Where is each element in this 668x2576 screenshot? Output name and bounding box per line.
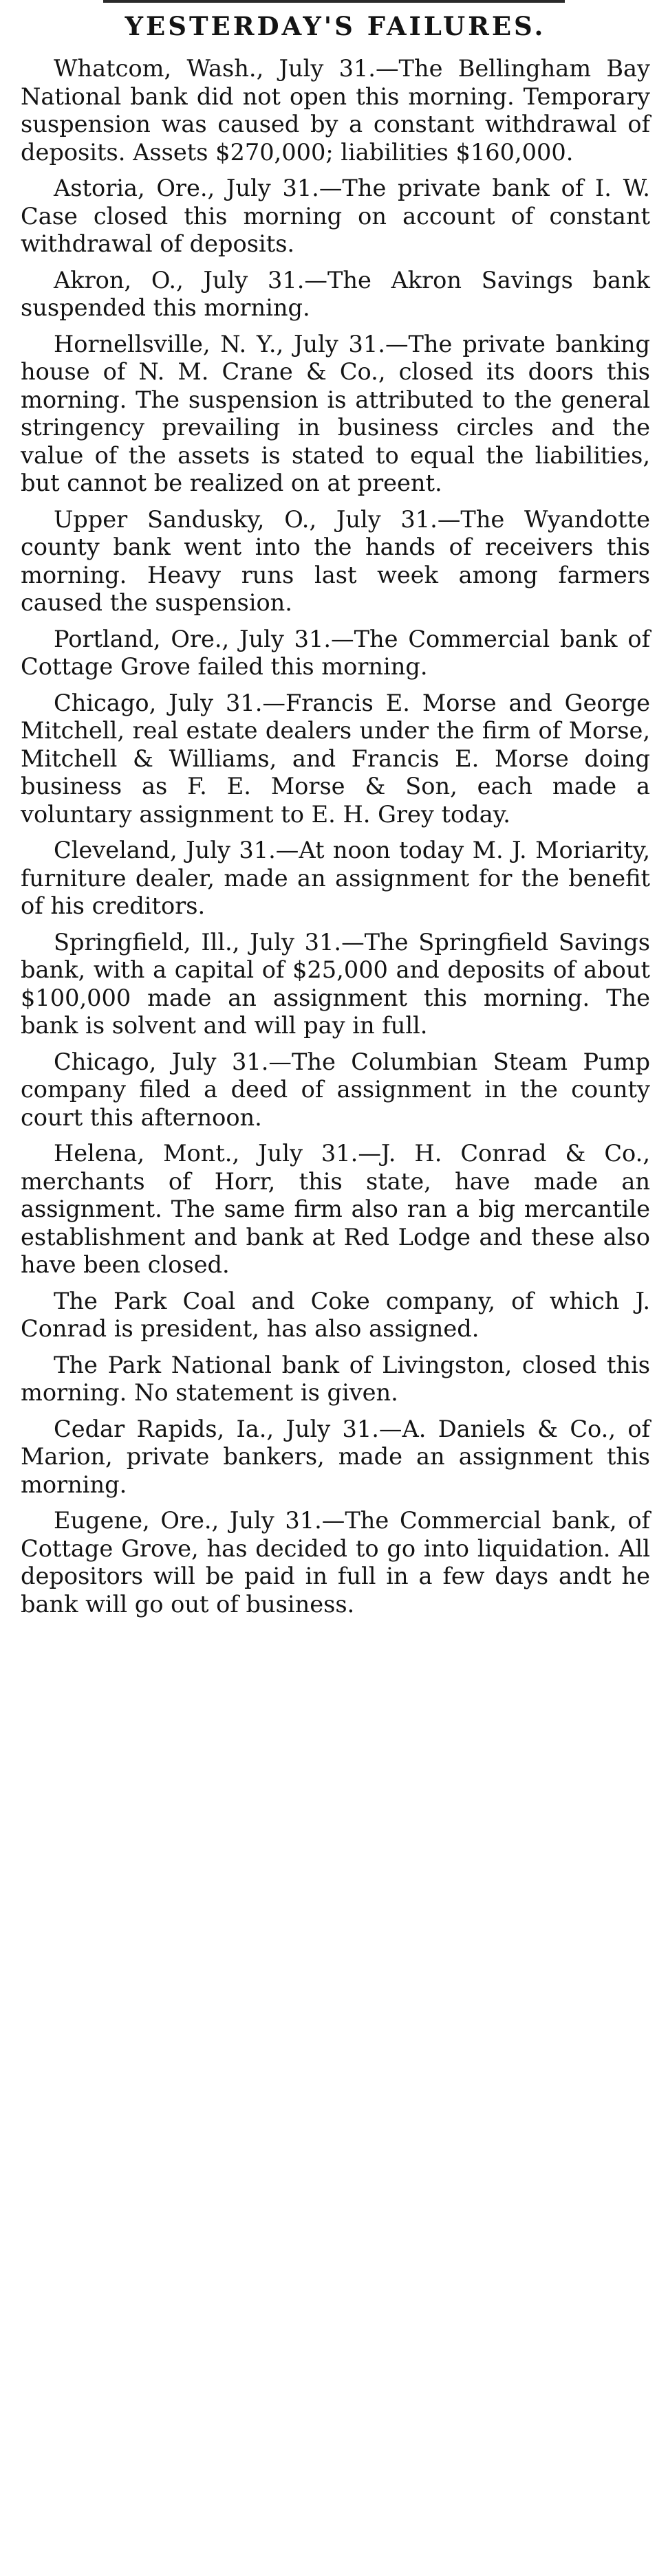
news-items — [21, 55, 650, 1618]
news-item-astoria: Astoria, Ore., July 31.—The private bank of I. W. Case closed this morning on account of constant withdrawal of deposits. — [21, 175, 650, 257]
news-item-helena: Helena, Mont., July 31.—J. H. Conrad & Co., merchants of Horr, this state, have made an assignment. The same firm also ran a big mercantile establishment and bank at Red Lodge and these also have been closed. — [21, 1140, 650, 1278]
news-item-park-national: The Park National bank of Livingston, closed this morning. No statement is given. — [21, 1351, 650, 1406]
news-item-hornellsville: Hornellsville, N. Y., July 31.—The private banking house of N. M. Crane & Co., closed its doors this morning. The suspension is attributed to the general stringency prevailing in business circles and the value of the assets is stated to equal the liabilities, but cannot be realized on at preent. — [21, 330, 650, 496]
news-item-springfield: Springfield, Ill., July 31.—The Springfield Savings bank, with a capital of $25,000 and deposits of about $100,000 made an assignment this morning. The bank is solvent and will pay in full. — [21, 928, 650, 1039]
news-item-park-coal: The Park Coal and Coke company, of which J. Conrad is president, has also assigned. — [21, 1287, 650, 1342]
news-item-akron: Akron, O., July 31.—The Akron Savings bank suspended this morning. — [21, 266, 650, 321]
news-item-cedar-rapids: Cedar Rapids, Ia., July 31.—A. Daniels & Co., of Marion, private bankers, made an assignment this morning. — [21, 1415, 650, 1498]
top-rule — [103, 0, 565, 3]
news-item-whatcom: Whatcom, Wash., July 31.—The Bellingham Bay National bank did not open this morning. Temporary suspension was caused by a constant withdrawal of deposits. Assets $270,000; liabilities $160,000. — [21, 55, 650, 166]
news-item-chicago-columbian: Chicago, July 31.—The Columbian Steam Pump company filed a deed of assignment in the county court this afternoon. — [21, 1048, 650, 1131]
news-item-cleveland: Cleveland, July 31.—At noon today M. J. Moriarity, furniture dealer, made an assignment for the benefit of his creditors. — [21, 837, 650, 919]
news-item-eugene: Eugene, Ore., July 31.—The Commercial bank, of Cottage Grove, has decided to go into liquidation. All depositors will be paid in full in a few days andt he bank will go out of business. — [21, 1507, 650, 1618]
news-item-portland: Portland, Ore., July 31.—The Commercial bank of Cottage Grove failed this morning. — [21, 625, 650, 680]
headline: YESTERDAY'S FAILURES. — [125, 11, 546, 41]
news-item-chicago-morse: Chicago, July 31.—Francis E. Morse and George Mitchell, real estate dealers under the firm of Morse, Mitchell & Williams, and Francis E. Morse doing business as F. E. Morse & Son, each made a voluntary assignment to E. H. Grey today. — [21, 689, 650, 828]
news-item-upper-sandusky: Upper Sandusky, O., July 31.—The Wyandotte county bank went into the hands of receivers this morning. Heavy runs last week among farmers caused the suspension. — [21, 505, 650, 616]
